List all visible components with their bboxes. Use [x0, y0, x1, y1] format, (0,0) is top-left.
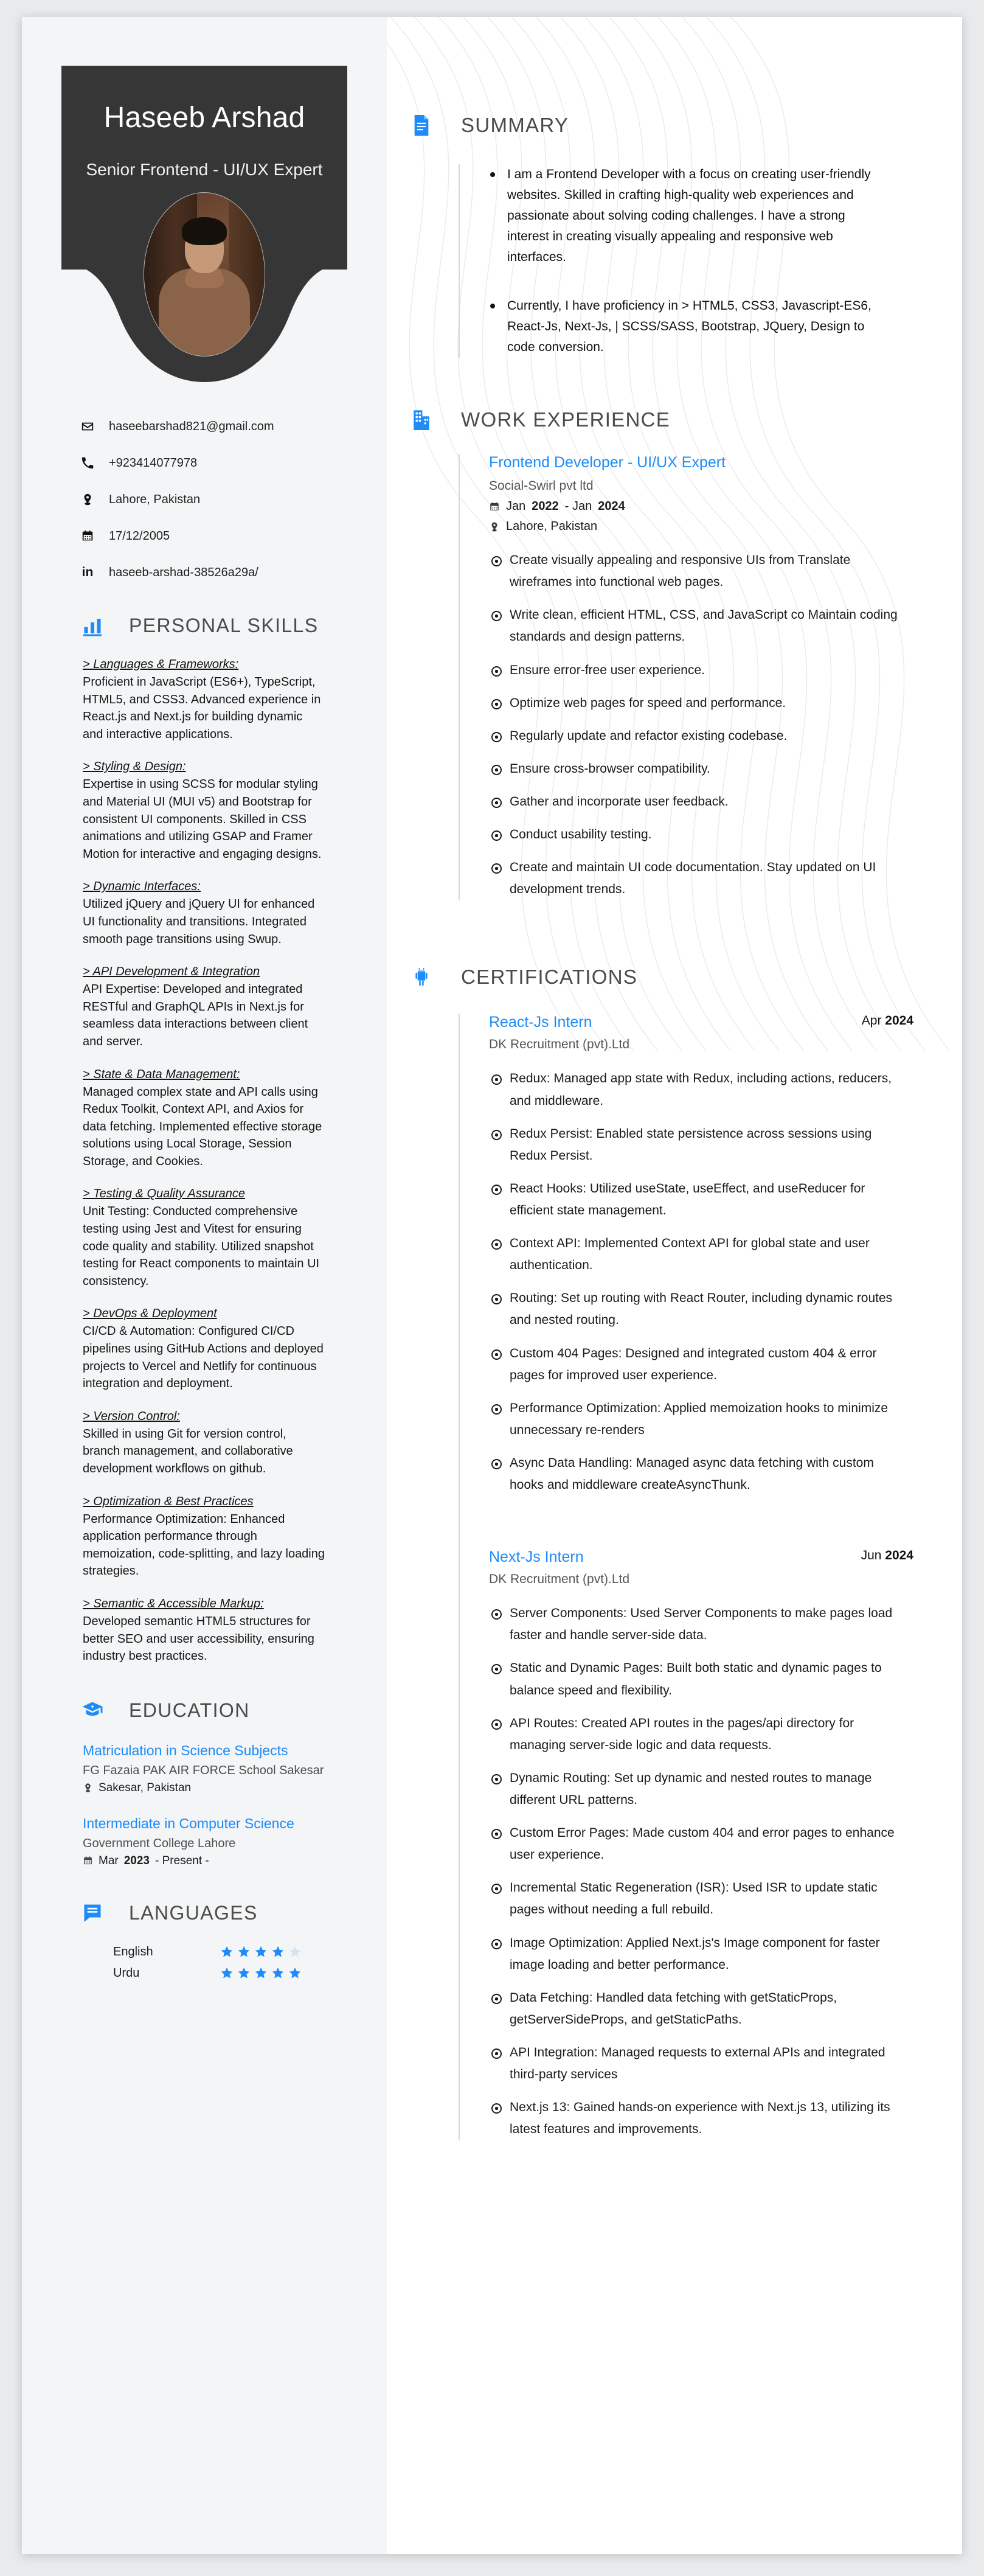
section-title-certifications: CERTIFICATIONS: [461, 966, 638, 989]
certification-bullet: Performance Optimization: Applied memoization hooks to minimize unnecessary re-renders: [510, 1398, 899, 1441]
avatar: [144, 192, 265, 357]
certification-bullet: Async Data Handling: Managed async data fetching with custom hooks and middleware createAsyncThunk.: [510, 1452, 899, 1496]
certification-title: Next-Js Intern: [489, 1548, 584, 1566]
certification-bullet: API Integration: Managed requests to external APIs and integrated third-party services: [510, 2042, 899, 2086]
summary-bullet: I am a Frontend Developer with a focus on creating user-friendly websites. Skilled in crafting high-quality web experiences and passionate about solving coding challenges. I have a strong interest in creating visually appealing and responsive web interfaces.: [507, 164, 890, 268]
language-row: [113, 1945, 302, 1959]
certification-bullet: Dynamic Routing: Set up dynamic and nested routes to manage different URL patterns.: [510, 1767, 899, 1811]
job-location-value: Lahore, Pakistan: [506, 520, 598, 534]
job-bullet-list: [489, 549, 920, 900]
skill-block: [83, 880, 326, 948]
education-item: [83, 1815, 326, 1868]
certification-org: DK Recruitment (pvt).Ltd: [489, 1572, 630, 1587]
phone-icon: [80, 455, 95, 471]
job-bullet: Ensure cross-browser compatibility.: [510, 758, 899, 780]
certification-bullet: Static and Dynamic Pages: Built both static and dynamic pages to balance speed and flexibility.: [510, 1657, 899, 1701]
certification-bullet: Custom Error Pages: Made custom 404 and error pages to enhance user experience.: [510, 1822, 899, 1866]
profile-name: Haseeb Arshad: [103, 102, 305, 134]
education-dates: [83, 1854, 326, 1868]
skill-label: > Semantic & Accessible Markup:: [83, 1596, 264, 1610]
education-location: [83, 1781, 326, 1795]
resume-sheet: [22, 17, 962, 2554]
star-icon: [220, 1945, 234, 1958]
spacer: [489, 1520, 920, 1548]
skill-label: > Languages & Frameworks:: [83, 658, 239, 671]
location-pin-icon: [489, 521, 500, 532]
certification-date-year: 2024: [885, 1548, 913, 1563]
skill-block: [83, 1187, 326, 1290]
education-item: [83, 1742, 326, 1795]
contact-linkedin-value: haseeb-arshad-38526a29a/: [109, 565, 258, 579]
certification-bullet: React Hooks: Utilized useState, useEffect, and useReducer for efficient state management.: [510, 1178, 899, 1222]
bar-chart-icon: [81, 615, 103, 637]
job-date-end: 2024: [598, 500, 625, 513]
certification-bullet: Context API: Implemented Context API for global state and user authentication.: [510, 1233, 899, 1276]
skill-block: [83, 760, 326, 863]
chat-bubble-icon: [81, 1902, 103, 1924]
skill-label: > Dynamic Interfaces:: [83, 880, 201, 894]
certification-bullet: Next.js 13: Gained hands-on experience with Next.js 13, utilizing its latest features and improvements.: [510, 2097, 899, 2140]
skill-text: Unit Testing: Conducted comprehensive testing using Jest and Vitest for ensuring code quality and stability. Utilized snapshot testing for React components to maintain UI consistency.: [83, 1205, 320, 1288]
summary-body: [459, 164, 920, 358]
job-bullet: Ensure error-free user experience.: [510, 660, 899, 681]
personal-skills-body: [83, 658, 326, 1665]
contact-list: [80, 419, 387, 580]
certification-bullet: Incremental Static Regeneration (ISR): Used ISR to update static pages without needing a full rebuild.: [510, 1877, 899, 1921]
section-header-education: [81, 1699, 387, 1722]
certification-bullet: Image Optimization: Applied Next.js's Image component for faster image loading and better performance.: [510, 1932, 899, 1976]
certification-bullet: Redux Persist: Enabled state persistence across sessions using Redux Persist.: [510, 1123, 899, 1167]
language-name: Urdu: [113, 1966, 140, 1980]
skill-label: > Testing & Quality Assurance: [83, 1187, 245, 1201]
contact-birthdate-value: 17/12/2005: [109, 529, 170, 543]
skill-block: [83, 1495, 326, 1580]
spacer: [387, 911, 920, 959]
name-card: [61, 66, 347, 382]
skill-text: Managed complex state and API calls using Redux Toolkit, Context API, and Axios for data fetching. Implemented effective storage solutions using Local Storage, Session Storage, and Cookies.: [83, 1085, 322, 1168]
work-experience-body: [459, 454, 920, 900]
languages-body: [113, 1945, 302, 1980]
language-rating-stars: [220, 1945, 302, 1958]
job-date-prefix: Jan: [506, 500, 526, 513]
location-pin-icon: [83, 1783, 93, 1793]
education-date-prefix: Mar: [99, 1854, 119, 1867]
education-title: Intermediate in Computer Science: [83, 1815, 294, 1831]
calendar-icon: [489, 501, 500, 512]
avatar-hair: [182, 217, 227, 245]
skill-block: [83, 965, 326, 1050]
skill-block: [83, 1410, 326, 1478]
job-bullet: Conduct usability testing.: [510, 824, 899, 846]
job-bullet: Create and maintain UI code documentation. Stay updated on UI development trends.: [510, 857, 899, 900]
section-work-experience: [387, 402, 920, 900]
section-header-summary: [410, 107, 920, 138]
section-title-education: EDUCATION: [129, 1699, 250, 1721]
section-title-summary: SUMMARY: [461, 114, 569, 136]
star-icon: [254, 1966, 268, 1980]
job-location: [489, 520, 920, 534]
section-header-certifications: [410, 959, 920, 989]
skill-label: > DevOps & Deployment: [83, 1307, 217, 1321]
education-school: FG Fazaia PAK AIR FORCE School Sakesar: [83, 1763, 324, 1777]
contact-birthdate: [80, 528, 387, 544]
skill-text: API Expertise: Developed and integrated RESTful and GraphQL APIs in Next.js for seamless data interactions between client and server.: [83, 983, 308, 1048]
star-icon: [271, 1966, 285, 1980]
certification-bullet-list: [489, 1068, 920, 1496]
star-icon: [237, 1945, 251, 1958]
education-body: [83, 1742, 326, 1868]
job-date-start: 2022: [532, 500, 559, 513]
document-icon: [410, 113, 433, 138]
skill-text: Utilized jQuery and jQuery UI for enhanced UI functionality and transitions. Integrated smooth page transitions using Swup.: [83, 897, 315, 946]
summary-bullet-list: [489, 164, 920, 358]
certification-date: [862, 1014, 920, 1028]
certification-bullet: Redux: Managed app state with Redux, including actions, reducers, and middleware.: [510, 1068, 899, 1112]
certification-org: DK Recruitment (pvt).Ltd: [489, 1037, 630, 1052]
skill-block: [83, 1307, 326, 1392]
section-header-languages: [81, 1902, 387, 1924]
skill-label: > API Development & Integration: [83, 965, 260, 979]
certification-bullet-list: [489, 1603, 920, 2140]
certification-title: React-Js Intern: [489, 1014, 592, 1031]
certification-bullet: Custom 404 Pages: Designed and integrated custom 404 & error pages for improved user experience.: [510, 1343, 899, 1387]
android-robot-icon: [410, 965, 433, 989]
skill-text: Expertise in using SCSS for modular styling and Material UI (MUI v5) and Bootstrap for consistent UI components. Skilled in CSS animations and utilizing GSAP and Framer Motion for interactive and engaging designs.: [83, 778, 322, 861]
certification-date-year: 2024: [885, 1014, 913, 1028]
skill-block: [83, 658, 326, 743]
skill-block: [83, 1068, 326, 1171]
building-icon: [410, 408, 433, 432]
contact-location-value: Lahore, Pakistan: [109, 492, 201, 506]
skill-label: > State & Data Management:: [83, 1067, 240, 1081]
contact-email-value: haseebarshad821@gmail.com: [109, 419, 274, 433]
skill-text: Developed semantic HTML5 structures for better SEO and user accessibility, ensuring industry best practices.: [83, 1614, 314, 1663]
certification-date-month: Jun: [861, 1548, 885, 1563]
certification-bullet: Data Fetching: Handled data fetching with getStaticProps, getServerSideProps, and getStaticPaths.: [510, 1987, 899, 2031]
job-bullet: Gather and incorporate user feedback.: [510, 791, 899, 813]
star-icon: [254, 1945, 268, 1958]
skill-label: > Optimization & Best Practices: [83, 1494, 254, 1508]
education-date-suffix: - Present -: [155, 1854, 209, 1867]
section-title-personal-skills: PERSONAL SKILLS: [129, 614, 319, 636]
spacer: [387, 386, 920, 402]
graduation-cap-icon: [81, 1699, 103, 1721]
contact-phone[interactable]: [80, 455, 387, 471]
certification-header: [489, 1014, 920, 1031]
star-icon: [220, 1966, 234, 1980]
job-bullet: Create visually appealing and responsive UIs from Translate wireframes into functional web pages.: [510, 549, 899, 593]
certification-header: [489, 1548, 920, 1566]
section-header-work-experience: [410, 402, 920, 432]
skill-text: Performance Optimization: Enhanced application performance through memoization, code-splitting, and lazy loading strategies.: [83, 1512, 325, 1578]
section-title-work-experience: WORK EXPERIENCE: [461, 408, 671, 431]
calendar-icon: [80, 528, 95, 544]
job-dates: [489, 500, 920, 513]
certification-bullet: API Routes: Created API routes in the pages/api directory for managing server-side logic and data requests.: [510, 1713, 899, 1756]
job-entry: [489, 454, 920, 900]
skill-label: > Styling & Design:: [83, 760, 186, 774]
contact-linkedin[interactable]: [80, 565, 387, 580]
skill-text: Skilled in using Git for version control, branch management, and collaborative development workflows on github.: [83, 1427, 293, 1475]
star-icon-empty: [288, 1945, 302, 1958]
summary-bullet: Currently, I have proficiency in > HTML5, CSS3, Javascript-ES6, React-Js, Next-Js, | SCSS/SASS, Bootstrap, JQuery, Design to code conversion.: [507, 296, 890, 358]
certification-item: [489, 1548, 920, 2140]
education-title: Matriculation in Science Subjects: [83, 1742, 288, 1758]
main-content: [387, 17, 962, 2554]
language-row: [113, 1966, 302, 1980]
star-icon: [288, 1966, 302, 1980]
contact-email[interactable]: [80, 419, 387, 434]
section-title-languages: LANGUAGES: [129, 1901, 258, 1924]
language-rating-stars: [220, 1966, 302, 1980]
certification-bullet: Routing: Set up routing with React Router, including dynamic routes and nested routing.: [510, 1287, 899, 1331]
calendar-icon: [83, 1856, 93, 1866]
location-pin-icon: [80, 492, 95, 507]
certification-date: [861, 1548, 920, 1563]
section-certifications: [387, 959, 920, 2140]
job-bullet: Write clean, efficient HTML, CSS, and JavaScript co Maintain coding standards and design patterns.: [510, 604, 899, 648]
job-title: Frontend Developer - UI/UX Expert: [489, 454, 726, 472]
star-icon: [271, 1945, 285, 1958]
envelope-icon: [80, 419, 95, 434]
sidebar: [22, 17, 387, 2554]
section-header-personal-skills: [81, 614, 387, 637]
job-company: Social-Swirl pvt ltd: [489, 479, 594, 493]
education-date-year: 2023: [123, 1854, 150, 1867]
skill-text: CI/CD & Automation: Configured CI/CD pipelines using GitHub Actions and deployed projects to Vercel and Netlify for continuous integration and deployment.: [83, 1325, 324, 1391]
star-icon: [237, 1966, 251, 1980]
skill-text: Proficient in JavaScript (ES6+), TypeScript, HTML5, and CSS3. Advanced experience in React.js and Next.js for building dynamic and interactive applications.: [83, 675, 321, 741]
contact-location: [80, 492, 387, 507]
certifications-body: [459, 1014, 920, 2140]
education-school: Government College Lahore: [83, 1836, 236, 1850]
linkedin-icon: in: [81, 565, 94, 579]
certification-bullet: Server Components: Used Server Components to make pages load faster and handle server-side data.: [510, 1603, 899, 1646]
skill-label: > Version Control:: [83, 1409, 180, 1423]
language-name: English: [113, 1944, 153, 1958]
contact-phone-value: +923414077978: [109, 456, 198, 470]
job-bullet: Regularly update and refactor existing codebase.: [510, 725, 899, 747]
skill-block: [83, 1597, 326, 1665]
education-location-value: Sakesar, Pakistan: [99, 1781, 192, 1794]
profile-role: Senior Frontend - UI/UX Expert: [86, 160, 323, 179]
section-summary: [387, 107, 920, 358]
job-date-mid: - Jan: [564, 500, 592, 513]
certification-date-month: Apr: [861, 1014, 885, 1028]
certification-item: [489, 1014, 920, 1496]
job-bullet: Optimize web pages for speed and performance.: [510, 692, 899, 714]
